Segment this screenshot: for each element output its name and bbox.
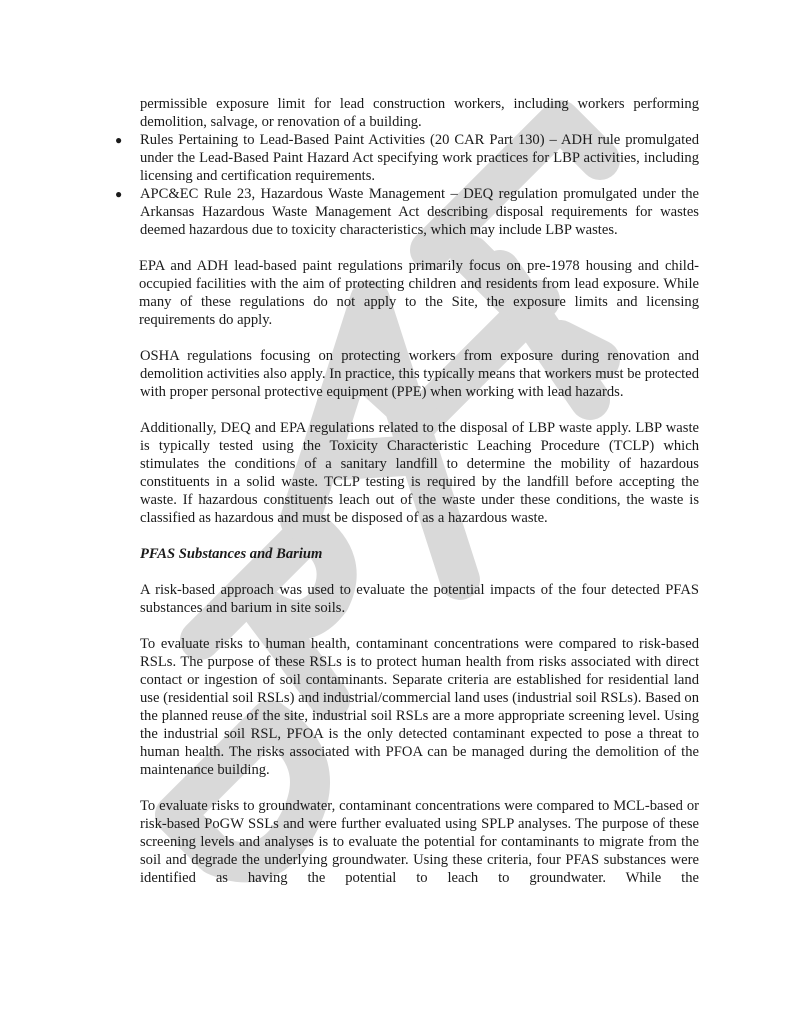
bullet-item-lbp-rules — [115, 131, 699, 185]
paragraph-risk-approach: A risk-based approach was used to evaluate the potential impacts of the four detected PFAS substances and barium in site soils. — [140, 582, 699, 616]
bullet-dot-icon: ● — [115, 187, 123, 201]
regulation-bullet-list — [115, 95, 699, 239]
document-page — [115, 95, 699, 905]
paragraph-human-health: To evaluate risks to human health, contaminant concentrations were compared to risk-based RSLs. The purpose of these RSLs is to protect human health from risks associated with direct contact or ingestion of soil contaminants. Separate criteria are established for residential land use (residential soil RSLs) and industrial/commercial land uses (industrial soil RSLs). Based on the planned reuse of the site, industrial soil RSLs are a more appropriate screening level. Using the industrial soil RSL, PFOA is the only detected contaminant expected to pose a threat to human health. The risks associated with PFOA can be managed during the demolition of the maintenance building. — [140, 636, 699, 778]
paragraph-lbp-disposal: Additionally, DEQ and EPA regulations related to the disposal of LBP waste apply. LBP waste is typically tested using the Toxicity Characteristic Leaching Procedure (TCLP) which stimulates the conditions of a sanitary landfill to determine the mobility of hazardous constituents in a solid waste. TCLP testing is required by the landfill before accepting the waste. If hazardous constituents leach out of the waste under these conditions, the waste is classified as hazardous and must be disposed of as a hazardous waste. — [140, 420, 699, 526]
bullet-item-osha-continuation — [140, 95, 699, 131]
paragraph-osha: OSHA regulations focusing on protecting workers from exposure during renovation and demolition activities also apply. In practice, this typically means that workers must be protected with proper personal protective equipment (PPE) when working with lead hazards. — [140, 348, 699, 400]
paragraph-groundwater: To evaluate risks to groundwater, contaminant concentrations were compared to MCL-based or risk-based PoGW SSLs and were further evaluated using SPLP analyses. The purpose of these screening levels and analyses is to evaluate the potential for contaminants to migrate from the soil and degrade the underlying groundwater. Using these criteria, four PFAS substances were identified as having the potential to leach to groundwater. While the — [140, 798, 699, 886]
bullet-text: Rules Pertaining to Lead-Based Paint Activities (20 CAR Part 130) – ADH rule promulgated under the Lead-Based Paint Hazard Act specifying work practices for LBP activities, including licensing and certification requirements. — [140, 132, 699, 184]
bullet-item-hazardous-waste-rule — [115, 185, 699, 239]
bullet-text: permissible exposure limit for lead construction workers, including workers performing demolition, salvage, or renovation of a building. — [140, 96, 699, 130]
bullet-text: APC&EC Rule 23, Hazardous Waste Management – DEQ regulation promulgated under the Arkansas Hazardous Waste Management Act describing disposal requirements for wastes deemed hazardous due to toxicity characteristics, which may include LBP wastes. — [140, 186, 699, 238]
paragraph-epa-adh: EPA and ADH lead-based paint regulations primarily focus on pre-1978 housing and child-occupied facilities with the aim of protecting children and residents from lead exposure. While many of these regulations do not apply to the Site, the exposure limits and licensing requirements do apply. — [139, 258, 699, 328]
bullet-dot-icon: ● — [115, 133, 123, 147]
section-heading-pfas: PFAS Substances and Barium — [140, 546, 323, 562]
